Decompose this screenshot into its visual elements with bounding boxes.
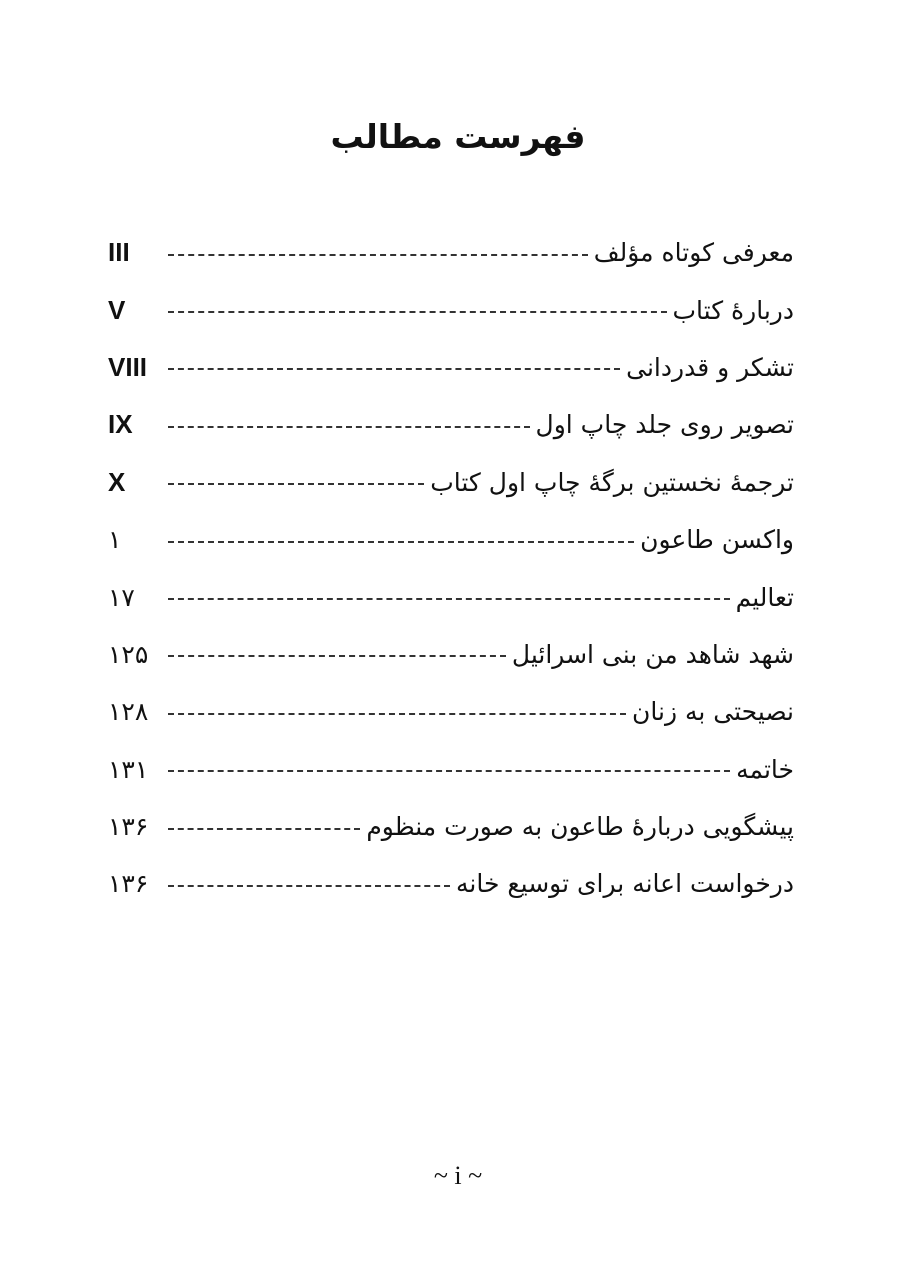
table-of-contents [108, 224, 794, 913]
toc-entry [108, 855, 794, 912]
toc-entry-label: نصیحتی به زنان [632, 697, 794, 727]
toc-entry-label: تصویر روی جلد چاپ اول [535, 410, 794, 440]
toc-entry-page: X [108, 466, 126, 497]
toc-entry [108, 683, 794, 740]
toc-entry-label: معرفی کوتاه مؤلف [593, 238, 794, 268]
toc-entry-label: دربارۀ کتاب [672, 295, 794, 325]
toc-entry-page: ۱۳۶ [108, 869, 149, 899]
toc-entry [108, 798, 794, 855]
toc-entry [108, 396, 794, 453]
toc-entry-page: VIII [108, 351, 148, 382]
toc-entry [108, 511, 794, 568]
dotted-leader [168, 368, 620, 370]
toc-entry-label: خاتمه [736, 754, 794, 784]
toc-entry [108, 224, 794, 281]
toc-entry-page: ۱ [108, 525, 122, 555]
dotted-leader [168, 426, 530, 428]
dotted-leader [168, 655, 506, 657]
toc-entry [108, 454, 794, 511]
dotted-leader [168, 254, 588, 256]
toc-entry-page: ۱۲۸ [108, 697, 149, 727]
dotted-leader [168, 770, 730, 772]
toc-entry [108, 741, 794, 798]
toc-entry-page: ۱۷ [108, 582, 135, 612]
dotted-leader [168, 483, 424, 485]
dotted-leader [168, 598, 730, 600]
toc-entry-page: ۱۳۱ [108, 754, 149, 784]
dotted-leader [168, 713, 626, 715]
footer-page-number: ~ i ~ [433, 1161, 483, 1190]
toc-entry-page: IX [108, 409, 133, 440]
toc-entry [108, 626, 794, 683]
dotted-leader [168, 828, 360, 830]
toc-entry-page: ۱۳۶ [108, 812, 149, 842]
toc-entry-label: ترجمۀ نخستین برگۀ چاپ اول کتاب [430, 467, 794, 497]
toc-entry-label: واکسن طاعون [640, 525, 794, 555]
dotted-leader [168, 311, 667, 313]
toc-entry-page: ۱۲۵ [108, 639, 149, 669]
toc-entry-label: تعالیم [735, 582, 794, 612]
toc-entry-label: درخواست اعانه برای توسیع خانه [455, 869, 794, 899]
toc-entry-label: شهد شاهد من بنی اسرائیل [511, 639, 794, 669]
toc-entry-page: V [108, 294, 126, 325]
toc-entry-label: پیشگویی دربارۀ طاعون به صورت منظوم [366, 812, 794, 842]
page-title: فهرست مطالب [330, 117, 586, 156]
toc-entry [108, 339, 794, 396]
toc-entry [108, 568, 794, 625]
dotted-leader [168, 885, 450, 887]
dotted-leader [168, 541, 634, 543]
toc-entry [108, 281, 794, 338]
toc-entry-page: III [108, 237, 130, 268]
toc-entry-label: تشکر و قدردانی [626, 352, 794, 382]
